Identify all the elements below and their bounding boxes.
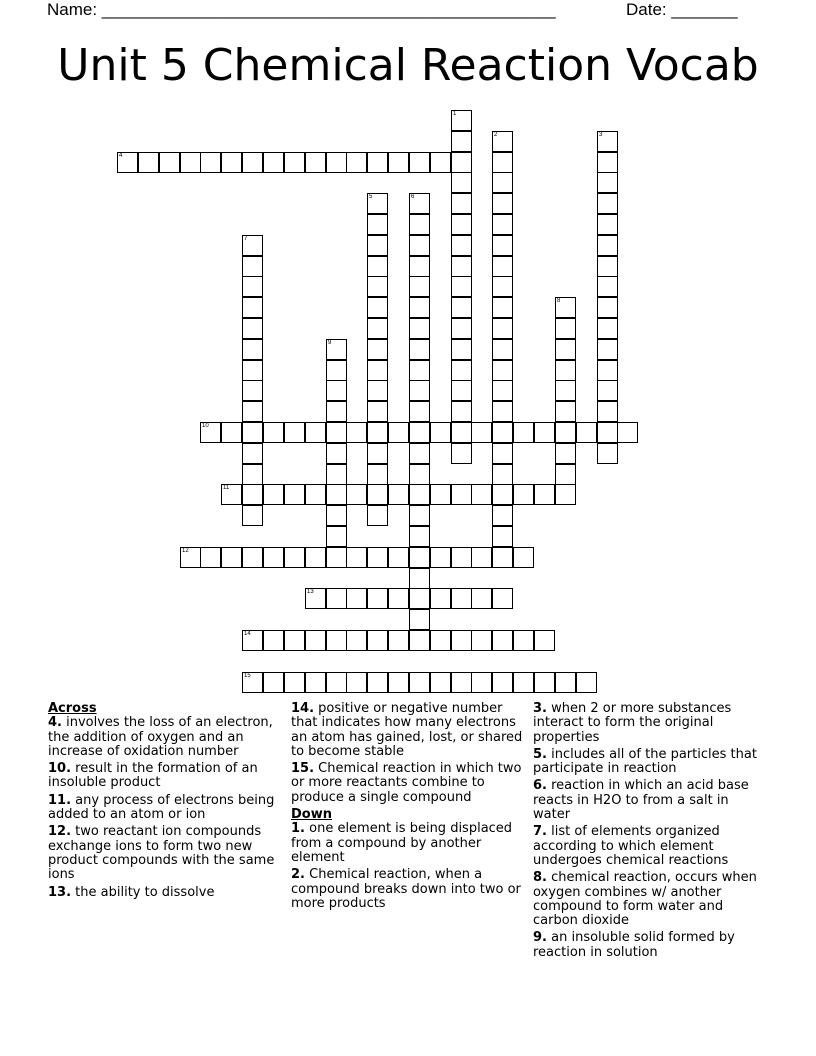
crossword-cell[interactable]: [409, 401, 430, 422]
crossword-cell[interactable]: [492, 505, 513, 526]
date-field-label[interactable]: Date: _______: [626, 0, 738, 19]
crossword-cell[interactable]: [242, 360, 263, 381]
crossword-cell[interactable]: [451, 380, 472, 401]
crossword-cell[interactable]: [430, 588, 451, 609]
crossword-cell[interactable]: [555, 318, 576, 339]
crossword-cell[interactable]: [326, 505, 347, 526]
crossword-cell[interactable]: [409, 568, 430, 589]
crossword-cell[interactable]: [492, 131, 513, 152]
crossword-cell[interactable]: [242, 152, 263, 173]
clue-across-15: [291, 762, 525, 805]
crossword-cell[interactable]: [451, 110, 472, 131]
clue-down-1: [291, 822, 525, 865]
cell-number: 13: [307, 589, 314, 595]
crossword-cell[interactable]: [451, 339, 472, 360]
crossword-cell[interactable]: [451, 256, 472, 277]
crossword-cell[interactable]: [367, 235, 388, 256]
crossword-cell[interactable]: [597, 380, 618, 401]
cell-number: 4: [119, 153, 123, 159]
clue-down-8: [533, 871, 767, 928]
crossword-cell[interactable]: [555, 297, 576, 318]
crossword-cell[interactable]: [409, 360, 430, 381]
crossword-cell[interactable]: [492, 630, 513, 651]
clue-down-6: [533, 779, 767, 822]
crossword-cell[interactable]: [492, 214, 513, 235]
clues-column-3: [533, 702, 767, 963]
crossword-cell[interactable]: [388, 547, 409, 568]
crossword-cell[interactable]: [242, 235, 263, 256]
crossword-cell[interactable]: [367, 464, 388, 485]
crossword-cell[interactable]: [451, 422, 472, 443]
crossword-cell[interactable]: [200, 422, 221, 443]
crossword-cell[interactable]: [200, 152, 221, 173]
crossword-cell[interactable]: [555, 422, 576, 443]
crossword-cell[interactable]: [597, 235, 618, 256]
crossword-cell[interactable]: [263, 630, 284, 651]
crossword-cell[interactable]: [492, 464, 513, 485]
crossword-cell[interactable]: [138, 152, 159, 173]
crossword-cell[interactable]: [409, 256, 430, 277]
clue-number: 6.: [533, 778, 547, 794]
crossword-cell[interactable]: [409, 588, 430, 609]
crossword-cell[interactable]: [451, 588, 472, 609]
crossword-cell[interactable]: [492, 152, 513, 173]
crossword-cell[interactable]: [597, 297, 618, 318]
crossword-cell[interactable]: [242, 297, 263, 318]
crossword-cell[interactable]: [409, 193, 430, 214]
crossword-cell[interactable]: [451, 172, 472, 193]
crossword-cell[interactable]: [200, 547, 221, 568]
clue-number: 9.: [533, 930, 547, 946]
crossword-cell[interactable]: [221, 422, 242, 443]
crossword-cell[interactable]: [367, 588, 388, 609]
crossword-cell[interactable]: [242, 380, 263, 401]
clue-number: 5.: [533, 746, 547, 762]
crossword-cell[interactable]: [492, 484, 513, 505]
crossword-cell[interactable]: [242, 484, 263, 505]
crossword-cell[interactable]: [451, 630, 472, 651]
crossword-cell[interactable]: [409, 630, 430, 651]
crossword-cell[interactable]: [492, 443, 513, 464]
crossword-cell[interactable]: [367, 401, 388, 422]
clue-number: 14.: [291, 701, 315, 716]
crossword-cell[interactable]: [263, 152, 284, 173]
cell-number: 2: [494, 132, 498, 138]
crossword-cell[interactable]: [409, 526, 430, 547]
crossword-cell[interactable]: [492, 193, 513, 214]
crossword-cell[interactable]: [326, 152, 347, 173]
clue-across-11: [48, 794, 282, 823]
crossword-cell[interactable]: [492, 526, 513, 547]
crossword-cell[interactable]: [409, 547, 430, 568]
crossword-cell[interactable]: [326, 401, 347, 422]
crossword-cell[interactable]: [367, 630, 388, 651]
clue-across-10: [48, 762, 282, 791]
crossword-cell[interactable]: [451, 360, 472, 381]
crossword-cell[interactable]: [409, 464, 430, 485]
crossword-cell[interactable]: [409, 422, 430, 443]
crossword-cell[interactable]: [409, 152, 430, 173]
crossword-cell[interactable]: [326, 422, 347, 443]
crossword-cell[interactable]: [346, 422, 367, 443]
crossword-cell[interactable]: [555, 672, 576, 693]
clue-text: list of elements organized according to which element undergoes chemical reactions: [533, 824, 729, 868]
crossword-cell[interactable]: [367, 193, 388, 214]
clue-number: 10.: [48, 761, 72, 777]
crossword-cell[interactable]: [492, 256, 513, 277]
crossword-cell[interactable]: [597, 152, 618, 173]
crossword-cell[interactable]: [617, 422, 638, 443]
crossword-cell[interactable]: [451, 235, 472, 256]
crossword-cell[interactable]: [597, 193, 618, 214]
crossword-cell[interactable]: [597, 339, 618, 360]
crossword-cell[interactable]: [597, 443, 618, 464]
crossword-cell[interactable]: [326, 630, 347, 651]
crossword-cell[interactable]: [367, 256, 388, 277]
crossword-cell[interactable]: [305, 484, 326, 505]
crossword-cell[interactable]: [534, 484, 555, 505]
crossword-cell[interactable]: [513, 547, 534, 568]
crossword-cell[interactable]: [451, 214, 472, 235]
cell-number: 15: [244, 673, 251, 679]
crossword-cell[interactable]: [471, 588, 492, 609]
crossword-cell[interactable]: [388, 152, 409, 173]
clue-number: 13.: [48, 884, 72, 900]
crossword-cell[interactable]: [451, 193, 472, 214]
crossword-cell[interactable]: [346, 484, 367, 505]
crossword-cell[interactable]: [492, 422, 513, 443]
crossword-cell[interactable]: [492, 339, 513, 360]
crossword-cell[interactable]: [409, 443, 430, 464]
crossword-cell[interactable]: [430, 152, 451, 173]
crossword-cell[interactable]: [305, 422, 326, 443]
crossword-cell[interactable]: [242, 276, 263, 297]
crossword-cell[interactable]: [492, 588, 513, 609]
crossword-cell[interactable]: [180, 152, 201, 173]
clue-text: one element is being displaced from a compound by another element: [291, 821, 513, 865]
clue-across-12: [48, 825, 282, 882]
crossword-cell[interactable]: [597, 214, 618, 235]
crossword-cell[interactable]: [346, 630, 367, 651]
crossword-cell[interactable]: [367, 297, 388, 318]
crossword-cell[interactable]: [409, 318, 430, 339]
crossword-cell[interactable]: [597, 172, 618, 193]
clue-down-5: [533, 748, 767, 777]
crossword-cell[interactable]: [409, 214, 430, 235]
crossword-cell[interactable]: [597, 401, 618, 422]
clue-across-13: [48, 886, 282, 900]
clue-number: 7.: [533, 824, 547, 840]
clue-across-14: [291, 702, 525, 759]
clue-down-2: [291, 868, 525, 911]
crossword-cell[interactable]: [221, 547, 242, 568]
crossword-cell[interactable]: [367, 339, 388, 360]
page-title: Unit 5 Chemical Reaction Vocab: [57, 40, 759, 91]
crossword-cell[interactable]: [430, 547, 451, 568]
cell-number: 14: [244, 631, 251, 637]
name-field-label[interactable]: Name: ________________________________________________: [47, 0, 556, 19]
crossword-cell[interactable]: [221, 152, 242, 173]
crossword-cell[interactable]: [242, 672, 263, 693]
crossword-cell[interactable]: [326, 339, 347, 360]
crossword-cell[interactable]: [242, 443, 263, 464]
crossword-cell[interactable]: [284, 484, 305, 505]
crossword-cell[interactable]: [471, 672, 492, 693]
crossword-cell[interactable]: [492, 172, 513, 193]
crossword-cell[interactable]: [451, 152, 472, 173]
crossword-cell[interactable]: [346, 547, 367, 568]
crossword-cell[interactable]: [430, 630, 451, 651]
crossword-cell[interactable]: [242, 256, 263, 277]
cell-number: 8: [557, 298, 561, 304]
crossword-cell[interactable]: [388, 672, 409, 693]
crossword-cell[interactable]: [451, 443, 472, 464]
crossword-cell[interactable]: [597, 422, 618, 443]
crossword-cell[interactable]: [409, 672, 430, 693]
crossword-cell[interactable]: [159, 152, 180, 173]
clue-text: reaction in which an acid base reacts in H2O to from a salt in water: [533, 778, 749, 823]
crossword-cell[interactable]: [471, 630, 492, 651]
cell-number: 6: [411, 194, 415, 200]
crossword-cell[interactable]: [367, 152, 388, 173]
crossword-cell[interactable]: [263, 422, 284, 443]
crossword-cell[interactable]: [367, 672, 388, 693]
crossword-cell[interactable]: [513, 484, 534, 505]
crossword-cell[interactable]: [430, 484, 451, 505]
crossword-cell[interactable]: [263, 672, 284, 693]
crossword-cell[interactable]: [451, 276, 472, 297]
crossword-cell[interactable]: [367, 380, 388, 401]
crossword-cell[interactable]: [388, 588, 409, 609]
crossword-cell[interactable]: [534, 630, 555, 651]
crossword-cell[interactable]: [409, 339, 430, 360]
crossword-cell[interactable]: [409, 297, 430, 318]
clue-down-3: [533, 702, 767, 745]
clue-down-9: [533, 931, 767, 960]
across-heading: Across: [48, 701, 97, 716]
cell-number: 11: [223, 485, 230, 491]
crossword-cell[interactable]: [576, 422, 597, 443]
crossword-cell[interactable]: [451, 672, 472, 693]
crossword-cell[interactable]: [180, 547, 201, 568]
crossword-cell[interactable]: [284, 152, 305, 173]
crossword-cell[interactable]: [555, 360, 576, 381]
crossword-cell[interactable]: [242, 401, 263, 422]
crossword-cell[interactable]: [242, 339, 263, 360]
clue-number: 3.: [533, 701, 547, 716]
clue-text: involves the loss of an electron, the addition of oxygen and an increase of oxidation number: [48, 715, 273, 759]
crossword-cell[interactable]: [534, 672, 555, 693]
clue-text: includes all of the particles that participate in reaction: [533, 746, 757, 777]
crossword-cell[interactable]: [367, 422, 388, 443]
crossword-cell[interactable]: [263, 547, 284, 568]
clue-text: Chemical reaction, when a compound breaks down into two or more products: [291, 867, 521, 911]
clues-column-2: [291, 702, 525, 914]
cell-number: 12: [182, 548, 189, 554]
clue-text: the ability to dissolve: [75, 884, 215, 900]
crossword-cell[interactable]: [242, 547, 263, 568]
crossword-cell[interactable]: [284, 630, 305, 651]
crossword-cell[interactable]: [367, 484, 388, 505]
clue-text: any process of electrons being added to an atom or ion: [48, 792, 275, 823]
crossword-cell[interactable]: [242, 630, 263, 651]
crossword-cell[interactable]: [597, 360, 618, 381]
cell-number: 1: [453, 111, 457, 117]
crossword-cell[interactable]: [326, 380, 347, 401]
crossword-cell[interactable]: [263, 484, 284, 505]
cell-number: 5: [369, 194, 373, 200]
crossword-cell[interactable]: [492, 235, 513, 256]
crossword-cell[interactable]: [346, 588, 367, 609]
clue-down-7: [533, 825, 767, 868]
crossword-cell[interactable]: [492, 672, 513, 693]
crossword-cell[interactable]: [409, 380, 430, 401]
clue-text: an insoluble solid formed by reaction in solution: [533, 930, 735, 960]
crossword-cell[interactable]: [388, 484, 409, 505]
crossword-cell[interactable]: [513, 672, 534, 693]
clue-number: 2.: [291, 867, 305, 883]
crossword-cell[interactable]: [326, 484, 347, 505]
crossword-cell[interactable]: [326, 464, 347, 485]
crossword-cell[interactable]: [451, 547, 472, 568]
crossword-cell[interactable]: [367, 360, 388, 381]
crossword-cell[interactable]: [430, 422, 451, 443]
clue-across-4: [48, 716, 282, 759]
crossword-cell[interactable]: [388, 422, 409, 443]
crossword-cell[interactable]: [555, 401, 576, 422]
crossword-cell[interactable]: [326, 443, 347, 464]
crossword-cell[interactable]: [513, 630, 534, 651]
cell-number: 10: [202, 423, 209, 429]
clue-text: positive or negative number that indicates how many electrons an atom has gained, lost, or shared to become stable: [291, 701, 523, 759]
crossword-cell[interactable]: [597, 276, 618, 297]
clue-number: 8.: [533, 870, 547, 886]
crossword-cell[interactable]: [451, 297, 472, 318]
crossword-cell[interactable]: [555, 484, 576, 505]
crossword-cell[interactable]: [576, 672, 597, 693]
crossword-cell[interactable]: [326, 672, 347, 693]
clue-number: 11.: [48, 792, 72, 808]
clue-text: result in the formation of an insoluble product: [48, 761, 258, 791]
crossword-cell[interactable]: [367, 547, 388, 568]
crossword-cell[interactable]: [284, 672, 305, 693]
crossword-cell[interactable]: [513, 422, 534, 443]
crossword-cell[interactable]: [305, 152, 326, 173]
crossword-cell[interactable]: [284, 547, 305, 568]
crossword-cell[interactable]: [492, 401, 513, 422]
crossword-cell[interactable]: [492, 276, 513, 297]
crossword-cell[interactable]: [367, 505, 388, 526]
crossword-cell[interactable]: [326, 547, 347, 568]
crossword-cell[interactable]: [326, 360, 347, 381]
clue-text: two reactant ion compounds exchange ions to form two new product compounds with the same ions: [48, 824, 275, 883]
cell-number: 3: [599, 132, 603, 138]
crossword-cell[interactable]: [451, 401, 472, 422]
crossword-cell[interactable]: [305, 630, 326, 651]
crossword-cell[interactable]: [242, 318, 263, 339]
crossword-cell[interactable]: [471, 547, 492, 568]
clue-number: 15.: [291, 761, 315, 777]
crossword-cell[interactable]: [326, 526, 347, 547]
crossword-cell[interactable]: [388, 630, 409, 651]
crossword-cell[interactable]: [451, 131, 472, 152]
crossword-cell[interactable]: [346, 152, 367, 173]
cell-number: 9: [328, 340, 332, 346]
crossword-cell[interactable]: [409, 505, 430, 526]
crossword-cell[interactable]: [430, 672, 451, 693]
crossword-cell[interactable]: [305, 588, 326, 609]
crossword-cell[interactable]: [534, 422, 555, 443]
crossword-cell[interactable]: [451, 484, 472, 505]
crossword-cell[interactable]: [326, 588, 347, 609]
crossword-cell[interactable]: [117, 152, 138, 173]
clue-number: 4.: [48, 715, 62, 731]
crossword-cell[interactable]: [492, 360, 513, 381]
crossword-cell[interactable]: [555, 464, 576, 485]
crossword-cell[interactable]: [492, 547, 513, 568]
crossword-cell[interactable]: [492, 318, 513, 339]
crossword-cell[interactable]: [367, 214, 388, 235]
crossword-cell[interactable]: [409, 609, 430, 630]
crossword-cell[interactable]: [284, 422, 305, 443]
crossword-cell[interactable]: [409, 276, 430, 297]
crossword-cell[interactable]: [471, 422, 492, 443]
crossword-cell[interactable]: [451, 318, 472, 339]
crossword-cell[interactable]: [367, 318, 388, 339]
crossword-cell[interactable]: [242, 464, 263, 485]
crossword-cell[interactable]: [492, 297, 513, 318]
crossword-cell[interactable]: [242, 422, 263, 443]
crossword-cell[interactable]: [409, 484, 430, 505]
crossword-cell[interactable]: [305, 547, 326, 568]
clue-text: chemical reaction, occurs when oxygen combines w/ another compound to form water and carbon dioxide: [533, 870, 757, 929]
clue-number: 1.: [291, 821, 305, 837]
crossword-cell[interactable]: [597, 318, 618, 339]
cell-number: 7: [244, 236, 248, 242]
clue-text: Chemical reaction in which two or more reactants combine to produce a single compound: [291, 761, 522, 805]
crossword-cell[interactable]: [346, 672, 367, 693]
clues-column-1: [48, 702, 282, 903]
clue-text: when 2 or more substances interact to form the original properties: [533, 701, 732, 745]
clue-number: 12.: [48, 824, 72, 840]
crossword-cell[interactable]: [597, 131, 618, 152]
crossword-cell[interactable]: [555, 380, 576, 401]
crossword-cell[interactable]: [221, 484, 242, 505]
crossword-cell[interactable]: [492, 380, 513, 401]
crossword-cell[interactable]: [597, 256, 618, 277]
crossword-cell[interactable]: [409, 235, 430, 256]
crossword-cell[interactable]: [555, 443, 576, 464]
crossword-cell[interactable]: [305, 672, 326, 693]
crossword-cell[interactable]: [367, 443, 388, 464]
crossword-cell[interactable]: [471, 484, 492, 505]
crossword-cell[interactable]: [555, 339, 576, 360]
crossword-cell[interactable]: [242, 505, 263, 526]
crossword-cell[interactable]: [367, 276, 388, 297]
down-heading: Down: [291, 807, 332, 823]
